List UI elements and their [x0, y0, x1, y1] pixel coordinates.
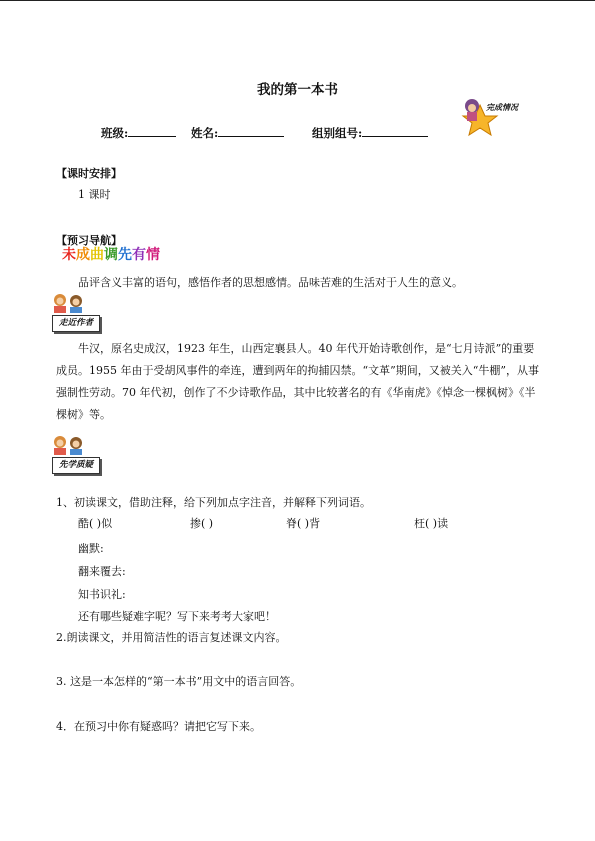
name-label: 姓名: — [191, 126, 219, 140]
pinyin-item[interactable]: 枉( )读 — [414, 517, 449, 530]
group-blank[interactable] — [362, 124, 428, 137]
group-label: 组别组号: — [312, 126, 363, 140]
preview-motto — [62, 244, 160, 264]
pinyin-item[interactable]: 掺( ) — [190, 517, 214, 530]
vocab-item: 翻来覆去: — [78, 565, 126, 578]
motto-char: 未 — [62, 247, 76, 263]
name-field — [191, 124, 284, 141]
preview-heading: 【预习导航】 — [56, 234, 122, 247]
author-badge-label: 走近作者 — [52, 315, 100, 332]
question-4: 4．在预习中你有疑惑吗？请把它写下来。 — [56, 720, 261, 733]
schedule-heading: 【课时安排】 — [56, 167, 122, 180]
class-blank[interactable] — [128, 124, 176, 137]
author-badge — [46, 292, 110, 336]
preview-goal: 品评含义丰富的语句，感悟作者的思想感情。品味苦难的生活对于人生的意义。 — [78, 276, 463, 289]
vocab-item: 幽默: — [78, 542, 104, 555]
motto-char: 情 — [146, 247, 160, 263]
motto-char: 成 — [76, 247, 90, 263]
motto-char: 有 — [132, 247, 146, 263]
pinyin-item[interactable]: 酷( )似 — [78, 517, 113, 530]
question-2: 2.朗读课文，并用简洁性的语言复述课文内容。 — [56, 631, 287, 644]
sticker-text: 完成情况 — [486, 102, 518, 112]
study-badge-label: 先学质疑 — [52, 457, 100, 474]
top-border-line — [0, 0, 595, 1]
kids-icon — [46, 292, 106, 314]
class-label: 班级: — [101, 126, 129, 140]
vocab-item: 知书识礼: — [78, 588, 126, 601]
extra-prompt: 还有哪些疑难字呢？写下来考考大家吧！ — [78, 610, 276, 623]
study-badge — [46, 434, 110, 478]
schedule-text: 1 课时 — [78, 188, 111, 201]
kids-icon — [46, 434, 106, 456]
class-field — [101, 124, 176, 141]
motto-char: 曲 — [90, 247, 104, 263]
motto-char: 调 — [104, 247, 118, 263]
page-title: 我的第一本书 — [257, 82, 338, 98]
author-text: 牛汉，原名史成汉，1923 年生，山西定襄县人。40 年代开始诗歌创作，是“七月诗派”的重要成员。1955 年由于受胡风事件的牵连，遭到两年的拘捕囚禁。“文革”期间，又被关入“牛棚”，从事强制性劳动。70 年代初，创作了不少诗歌作品，其中比较著名的有《华南虎》《悼念一棵枫树》《半棵树》等。 — [56, 342, 539, 421]
question-1: 1、初读课文，借助注释，给下列加点字注音，并解释下列词语。 — [56, 496, 371, 509]
question-3: 3. 这是一本怎样的“第一本书”用文中的语言回答。 — [56, 675, 302, 688]
pinyin-item[interactable]: 脊( )背 — [286, 517, 321, 530]
group-field — [312, 124, 428, 141]
motto-char: 先 — [118, 247, 132, 263]
name-blank[interactable] — [218, 124, 284, 137]
completion-sticker — [458, 96, 533, 140]
